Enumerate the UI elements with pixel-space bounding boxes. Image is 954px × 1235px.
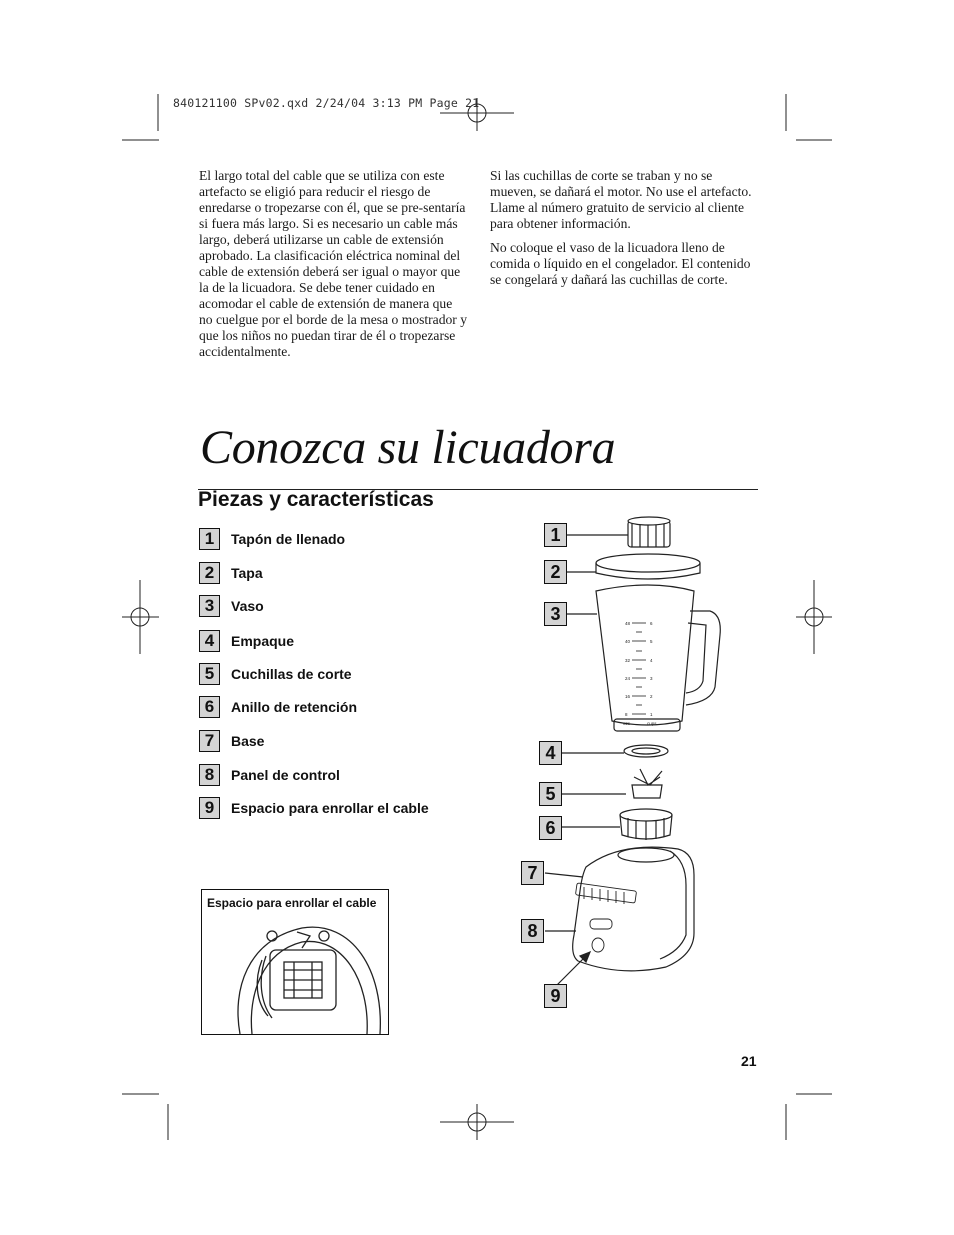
part-label: Tapa [231,565,263,581]
part-label: Espacio para enrollar el cable [231,800,429,816]
diagram-callout-1: 1 [544,523,567,547]
part-label: Panel de control [231,767,340,783]
part-number: 3 [199,595,220,617]
parts-list-item [199,629,294,653]
diagram-callout-8: 8 [521,919,544,943]
parts-list-item [199,594,264,618]
oz-mark: 32 [625,658,631,663]
right-column-text [490,168,758,296]
part-label: Vaso [231,598,264,614]
part-number: 1 [199,528,220,550]
freezer-warning-paragraph: No coloque el vaso de la licuadora lleno de comida o líquido en el congelador. El contenido se congelará y dañará las cuchillas de corte. [490,240,751,287]
part-number: 2 [199,562,220,584]
part-number: 7 [199,730,220,752]
parts-list-item [199,662,352,686]
diagram-callout-4: 4 [539,741,562,765]
oz-mark: 16 [625,694,631,699]
left-column-text [199,168,467,368]
diagram-callout-3: 3 [544,602,567,626]
cups-mark: 6 [650,621,653,626]
part-number: 8 [199,764,220,786]
cups-mark: 3 [650,676,653,681]
oz-mark: 40 [625,639,631,644]
cord-storage-inset [201,889,389,1035]
part-number: 5 [199,663,220,685]
oz-mark: 8 [625,712,628,717]
diagram-callout-7: 7 [521,861,544,885]
part-label: Anillo de retención [231,699,358,715]
diagram-callout-6: 6 [539,816,562,840]
cups-mark: 4 [650,658,653,663]
inset-label: Espacio para enrollar el cable [207,896,377,910]
oz-unit: ozs [623,721,631,726]
diagram-callout-9: 9 [544,984,567,1008]
part-number: 6 [199,696,220,718]
parts-list-item [199,561,263,585]
cups-unit: cups [647,721,657,726]
part-number: 4 [199,630,220,652]
part-label: Tapón de llenado [231,531,346,547]
parts-list-item [199,729,264,753]
cups-mark: 1 [650,712,653,717]
oz-mark: 48 [625,621,631,626]
blade-warning-paragraph: Si las cuchillas de corte se traban y no se mueven, se dañará el motor. No use el artefacto. Llame al número gratuito de servicio al cliente para obtener información. [490,168,752,231]
oz-mark: 24 [625,676,631,681]
part-label: Empaque [231,633,295,649]
parts-list-item [199,796,429,820]
diagram-callout-5: 5 [539,782,562,806]
page-number: 21 [741,1053,757,1069]
part-label: Base [231,733,265,749]
file-slug: 840121100 SPv02.qxd 2/24/04 3:13 PM Page 21 [173,96,480,110]
parts-list-item [199,763,340,787]
parts-list-item [199,527,345,551]
section-heading: Piezas y características [198,488,434,511]
cord-storage-illustration [202,890,388,1034]
part-label: Cuchillas de corte [231,666,352,682]
blender-diagram [510,515,740,1025]
part-number: 9 [199,797,220,819]
parts-list-item [199,695,357,719]
page-title: Conozca su licuadora [200,421,616,474]
cups-mark: 2 [650,694,653,699]
cups-mark: 5 [650,639,653,644]
cable-paragraph: El largo total del cable que se utiliza con este artefacto se eligió para reducir el riesgo de enredarse o tropezarse con él, que se pre-sentaría si fuera más largo. Si es necesario un cable más largo, deberá utilizarse un cable de extensión aprobado. La clasificación eléctrica nominal del cable de extensión deberá ser igual o mayor que la de la licuadora. Se debe tener cuidado en acomodar el cable de extensión de manera que no cuelgue por el borde de la mesa o mostrador y que los niños no puedan tirar de él o tropezarse accidentalmente. [199,168,468,359]
diagram-callout-2: 2 [544,560,567,584]
